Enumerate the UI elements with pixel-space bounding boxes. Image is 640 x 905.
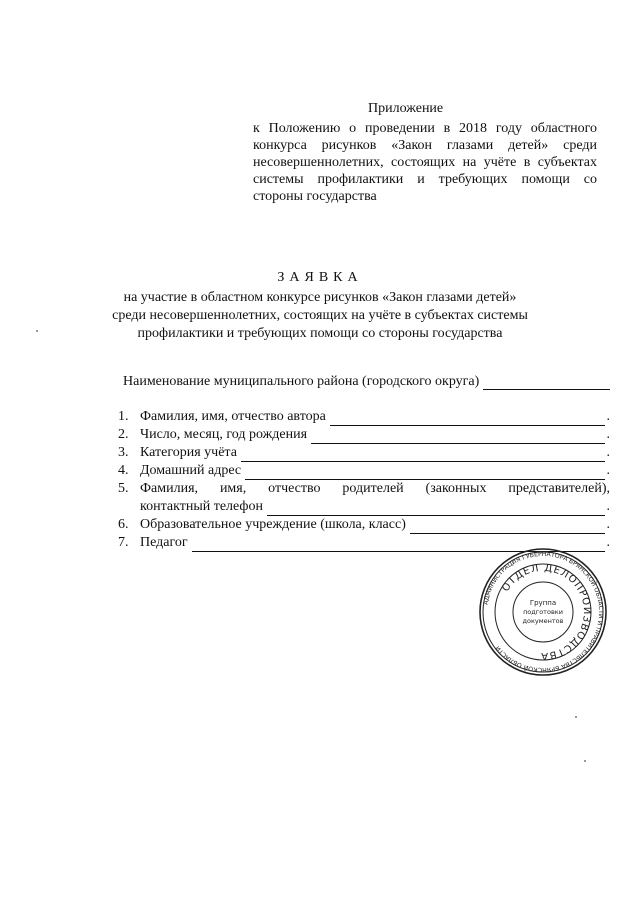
form-row: 1. Фамилия, имя, отчество автора . xyxy=(118,409,610,424)
district-label: Наименование муниципального района (городского округа) xyxy=(123,374,480,389)
svg-text:АДМИНИСТРАЦИЯ ГУБЕРНАТОРА БРЯН: АДМИНИСТРАЦИЯ ГУБЕРНАТОРА БРЯНСКОЙ ОБЛАСТИ И ПРАВИТЕЛЬСТВА БРЯНСКОЙ ОБЛАСТИ xyxy=(482,550,605,674)
scan-speck xyxy=(575,716,577,718)
scan-speck xyxy=(584,760,586,762)
field-label: Образовательное учреждение (школа, класс) xyxy=(140,517,406,532)
field-blank-line[interactable] xyxy=(241,449,605,462)
field-blank-line[interactable] xyxy=(245,467,604,480)
form-row: 6. Образовательное учреждение (школа, класс) . xyxy=(118,517,610,532)
district-blank-line[interactable] xyxy=(483,377,610,390)
svg-text:Группа: Группа xyxy=(529,599,557,607)
application-form xyxy=(118,408,610,552)
document-subheading xyxy=(100,289,540,343)
form-row: 2. Число, месяц, год рождения . xyxy=(118,427,610,442)
field-number: 6. xyxy=(118,517,129,532)
field-number: 3. xyxy=(118,445,129,460)
field-blank-line[interactable] xyxy=(410,521,605,534)
field-number: 1. xyxy=(118,409,129,424)
appendix-text xyxy=(253,120,597,205)
appendix-line: стороны государства xyxy=(253,189,377,204)
appendix-line: системы профилактики и требующих помощи со xyxy=(253,172,597,187)
field-label-continuation: контактный телефон xyxy=(140,499,263,514)
field-number: 4. xyxy=(118,463,129,478)
svg-text:ОТДЕЛ ДЕЛОПРОИЗВОДСТВА: ОТДЕЛ ДЕЛОПРОИЗВОДСТВА xyxy=(500,562,593,662)
field-number: 7. xyxy=(118,535,129,550)
form-row: 7. Педагог . xyxy=(118,535,610,550)
district-field xyxy=(123,374,610,390)
official-stamp xyxy=(478,547,608,677)
form-row: 4. Домашний адрес . xyxy=(118,463,610,478)
scan-speck xyxy=(36,330,38,332)
field-number: 2. xyxy=(118,427,129,442)
subheading-line: профилактики и требующих помощи со стороны государства xyxy=(137,326,503,341)
field-blank-line[interactable] xyxy=(330,413,605,426)
field-label: Фамилия, имя, отчество автора xyxy=(140,409,326,424)
field-label: Фамилия, имя, отчество родителей (законных представителей), xyxy=(140,481,610,496)
svg-text:документов: документов xyxy=(522,617,564,625)
appendix-title: Приложение xyxy=(368,101,444,116)
field-number: 5. xyxy=(118,481,129,496)
svg-text:подготовки: подготовки xyxy=(523,608,563,616)
document-heading: ЗАЯВКА xyxy=(277,270,363,285)
field-blank-line[interactable] xyxy=(267,503,605,516)
appendix-line: несовершеннолетних, состоящих на учёте в субъектах xyxy=(253,155,597,170)
field-blank-line[interactable] xyxy=(311,431,604,444)
field-label: Число, месяц, год рождения xyxy=(140,427,308,442)
subheading-line: среди несовершеннолетних, состоящих на учёте в субъектах системы xyxy=(112,308,528,323)
form-row: 5. Фамилия, имя, отчество родителей (законных представителей), контактный телефон . xyxy=(118,481,610,514)
field-label: Педагог xyxy=(140,535,188,550)
field-label: Домашний адрес xyxy=(140,463,242,478)
appendix-line: к Положению о проведении в 2018 году областного xyxy=(253,121,597,136)
appendix-line: конкурса рисунков «Закон глазами детей» среди xyxy=(253,138,597,153)
field-label: Категория учёта xyxy=(140,445,237,460)
subheading-line: на участие в областном конкурсе рисунков «Закон глазами детей» xyxy=(123,290,517,305)
form-row: 3. Категория учёта . xyxy=(118,445,610,460)
